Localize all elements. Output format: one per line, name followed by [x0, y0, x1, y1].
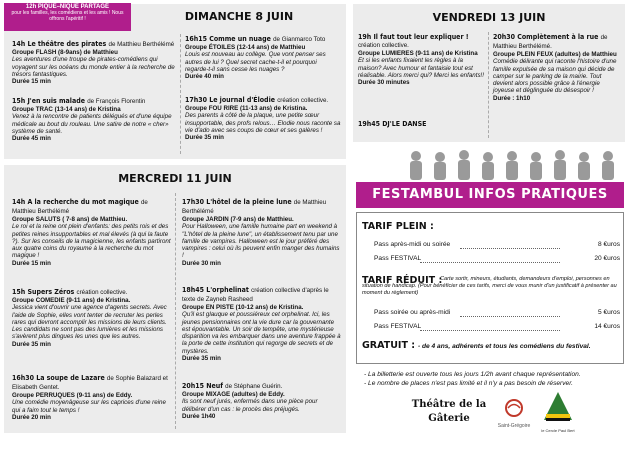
event-title: 17h30 L'hôtel de la pleine lune de Matthieu Berthélémé [182, 198, 327, 215]
friday-event-2 [493, 33, 621, 102]
event-desc: Jessica vient d'ouvrir une agence d'agents secrets. Avec l'aide de Sophie, elles vont tenter de recruter les perles rares qui devront accomplir les missions de leurs clients. Les candidats ne sont pas des lumières et les missions s'avèrent plus dingues les unes que les autres. [12, 304, 167, 341]
bullet-billetterie: - La billetterie est ouverte tous les jours 1/2h avant chaque représentation. [364, 371, 581, 378]
event-title: 19h45 DJ'LE DANSE [358, 120, 427, 128]
wednesday-event-6 [182, 382, 342, 420]
event-title: 17h30 Le journal d'Élodie création collective. [185, 96, 329, 104]
plein-pass-2-label: Pass FESTIVAL [374, 255, 422, 262]
event-title: 16h30 La soupe de Lazare de Sophie Balazard et Elisabeth Gentet. [12, 374, 168, 391]
partner-logo-label: le Cercle Paul Bert [541, 428, 575, 433]
reduit-pass-1-dots [460, 316, 560, 317]
event-group: Groupe PLEIN FEUX (adultes) de Matthieu [493, 51, 617, 58]
sunday-event-4 [185, 96, 341, 141]
plein-pass-1-dots [460, 248, 560, 249]
theatre-logo [408, 398, 490, 428]
event-group: Groupe ÉTOILES (12-14 ans) de Matthieu [185, 44, 306, 51]
event-duration: Durée 30 minutes [358, 79, 410, 87]
event-desc: Une comédie moyenâgeuse sur les caprices d'une reine qui a faim tout le temps ! [12, 399, 166, 414]
picnic-banner [4, 3, 131, 31]
tarif-plein-heading: TARIF PLEIN : [362, 221, 434, 232]
wednesday-event-5 [182, 286, 342, 362]
wednesday-header: MERCREDI 11 JUIN [118, 172, 232, 185]
event-desc: Ils sont neuf jurés, enfermés dans une pièce pour délibérer d'un cas : le procès des préjugés. [182, 398, 318, 413]
event-desc: Les aventures d'une troupe de pirates-comédiens qui voyagent sur les océans du monde entier à la recherche de trésors fantastiques. [12, 56, 175, 78]
event-title: 16h15 Comme un nuage de Gianmarco Toto [185, 35, 326, 43]
event-duration: Durée 20 min [12, 413, 51, 421]
event-group: Groupe JARDIN (7-9 ans) de Matthieu. [182, 216, 294, 223]
event-group: Groupe FOU RIRE (11-13 ans) de Kristina. [185, 105, 308, 112]
sunday-event-1 [12, 40, 176, 85]
event-title: 18h45 L'orphelinat création collective d'après le texte de Zayneb Rasheed [182, 286, 329, 303]
crowd-silhouette-icon [402, 148, 622, 180]
city-emblem-icon [494, 398, 534, 418]
event-duration: Durée 35 min [182, 355, 221, 363]
infos-bullets [364, 370, 626, 388]
event-group: Groupe EN PISTE (10-12 ans) de Kristina. [182, 304, 304, 311]
tarif-reduit-note: Carte sortir, mineurs, étudiants, demandeurs d'emploi, personnes en situation de handicap. (Pour bénéficier de ces tarifs, merci de vous munir d'un justificatif à présenter au moment du règlement) [362, 276, 617, 296]
event-title: 20h15 Neuf de Stéphane Guérin. [182, 382, 283, 390]
reduit-pass-2-price: 14 €uros [594, 323, 620, 330]
sunday-event-3 [185, 35, 341, 80]
sunday-event-2 [12, 97, 176, 142]
event-desc: Louis est nouveau au collège. Que vont penser ses autres de lui ? Quel secret cache-t-il et pourquoi regarde-t-il sans cesse les nuages ? [185, 51, 326, 73]
gratuit-heading: GRATUIT : [362, 340, 416, 351]
event-duration: Durée 30 min [182, 259, 221, 267]
friday-divider [488, 32, 489, 138]
event-desc: Venez à la rencontre de patients délégués et d'une équipe médicale au bout du rouleau. Une satire de notre « cher» système de santé. [12, 113, 172, 135]
event-duration: Durée 1h40 [182, 412, 216, 420]
event-title: 15h Supers Zéros création collective. [12, 288, 128, 296]
event-group: Groupe PERRUQUES (9-11 ans) de Eddy. [12, 392, 133, 399]
friday-event-1 [358, 33, 485, 86]
city-logo-label: Saint-Grégoire [497, 423, 531, 429]
wednesday-event-2 [12, 288, 172, 348]
event-duration: Durée 15 min [12, 78, 51, 86]
event-group: Groupe FLASH (8-9ans) de Matthieu [12, 49, 118, 56]
event-group: Groupe SALUTS ( 7-8 ans) de Matthieu. [12, 216, 128, 223]
event-desc: Des parents à côté de la plaque, une petite sœur insupportable, des profs relous… Elodie nous raconte sa vie d'ado avec ses coups de cœur et ses galères ! [185, 112, 341, 134]
sunday-header: DIMANCHE 8 JUIN [184, 10, 294, 23]
event-duration: Durée 35 min [185, 134, 224, 142]
event-duration: Durée 45 min [12, 135, 51, 143]
reduit-pass-1-label: Pass soirée ou après-midi [374, 309, 451, 316]
picnic-title: 12h PIQUE–NIQUE PARTAGÉ [25, 4, 110, 10]
event-title: 20h30 Complètement à la rue de Matthieu Berthélémé. [493, 33, 608, 50]
friday-header: VENDREDI 13 JUIN [432, 11, 546, 24]
reduit-pass-2-label: Pass FESTIVAL [374, 323, 422, 330]
event-group: Groupe COMEDIE (9-11 ans) de Kristina. [12, 297, 131, 304]
event-duration: Durée 35 min [12, 340, 51, 348]
event-desc: Le roi et la reine ont plein d'enfants: des petits rois et des petites reines insupportables et mal élevés (à qui la faute ?). Sur les conseils de la magicienne, les enfants partiront aux quatre coins du royaume à la recherche du mot magique ! [12, 223, 171, 260]
event-group: Groupe LUMIERES (9-11 ans) de Kristina [358, 50, 478, 57]
tarif-reduit-heading: TARIF RÉDUIT : [362, 275, 443, 286]
reduit-pass-2-dots [420, 330, 560, 331]
friday-event-3 [358, 120, 485, 128]
event-duration: Durée 40 min [185, 73, 224, 81]
bullet-places: - Le nombre de places n'est pas limité et il n'y a pas besoin de réserver. [364, 380, 573, 387]
gratuit-text: - de 4 ans, adhérents et tous les comédiens du festival. [418, 343, 591, 350]
partner-logo [538, 390, 578, 432]
city-logo [494, 398, 534, 430]
sunday-divider [180, 34, 181, 154]
event-duration: Durée 15 min [12, 259, 51, 267]
event-desc: Pour Halloween, une famille humaine part en weekend à "L'hôtel de la pleine lune", un établissement tenu par une famille de vampires. Halloween est le jour préféré des vampires : celui où ils peuvent enfin manger des humains ! [182, 223, 340, 260]
event-title: 15h J'en suis malade de François Florentin [12, 97, 146, 105]
event-title: 14h A la recherche du mot magique de Matthieu Berthélémé [12, 198, 148, 215]
event-group: Groupe TRAC (13-14 ans) de Kristina [12, 106, 121, 113]
plein-pass-2-price: 20 €uros [594, 255, 620, 262]
event-title: 19h Il faut tout leur expliquer ! création collective. [358, 33, 469, 49]
theatre-logo-text: Théâtre de la Gâterie [411, 399, 487, 424]
wednesday-event-1 [12, 198, 172, 267]
reduit-pass-1-price: 5 €uros [598, 309, 620, 316]
picnic-text: pour les familles, les comédiens et les amis ! Nous offrons l'apéritif ! [11, 10, 124, 22]
event-desc: Comédie délirante qui raconte l'histoire d'une famille expulsée de sa maison qui décide de camper sur le parking de la mairie. Tout devient alors possible grâce à l'énergie joyeuse et déglinguée du désespoir ! [493, 58, 617, 95]
event-desc: Qu'il est glauque et poussiéreux cet orphelinat. Ici, les jeunes pensionnaires ont la vie dure car la gouvernante est épouvantable. Un soir de tempête, une mystérieuse disparition va les embarquer dans une aventure frappée à la porte de cette institution qui regorge de secrets et de mystères. [182, 311, 341, 355]
wednesday-divider [175, 193, 176, 429]
infos-title: FESTAMBUL INFOS PRATIQUES [356, 182, 624, 208]
partner-logo-icon [538, 390, 578, 424]
event-title: 14h Le théâtre des pirates de Matthieu Berthélémé [12, 40, 175, 48]
wednesday-event-3 [12, 374, 172, 421]
wednesday-event-4 [182, 198, 342, 267]
event-group: Groupe MIXAGE (adultes) de Eddy. [182, 391, 285, 398]
event-duration: Durée : 1h10 [493, 94, 531, 102]
event-desc: Et si les enfants fixaient les règles à la maison? Avec humour et fantaisie tout est réalisable. Alors merci qui? Merci les enfants!! [358, 57, 484, 79]
plein-pass-1-label: Pass après-midi ou soirée [374, 241, 451, 248]
plein-pass-2-dots [420, 262, 560, 263]
plein-pass-1-price: 8 €uros [598, 241, 620, 248]
